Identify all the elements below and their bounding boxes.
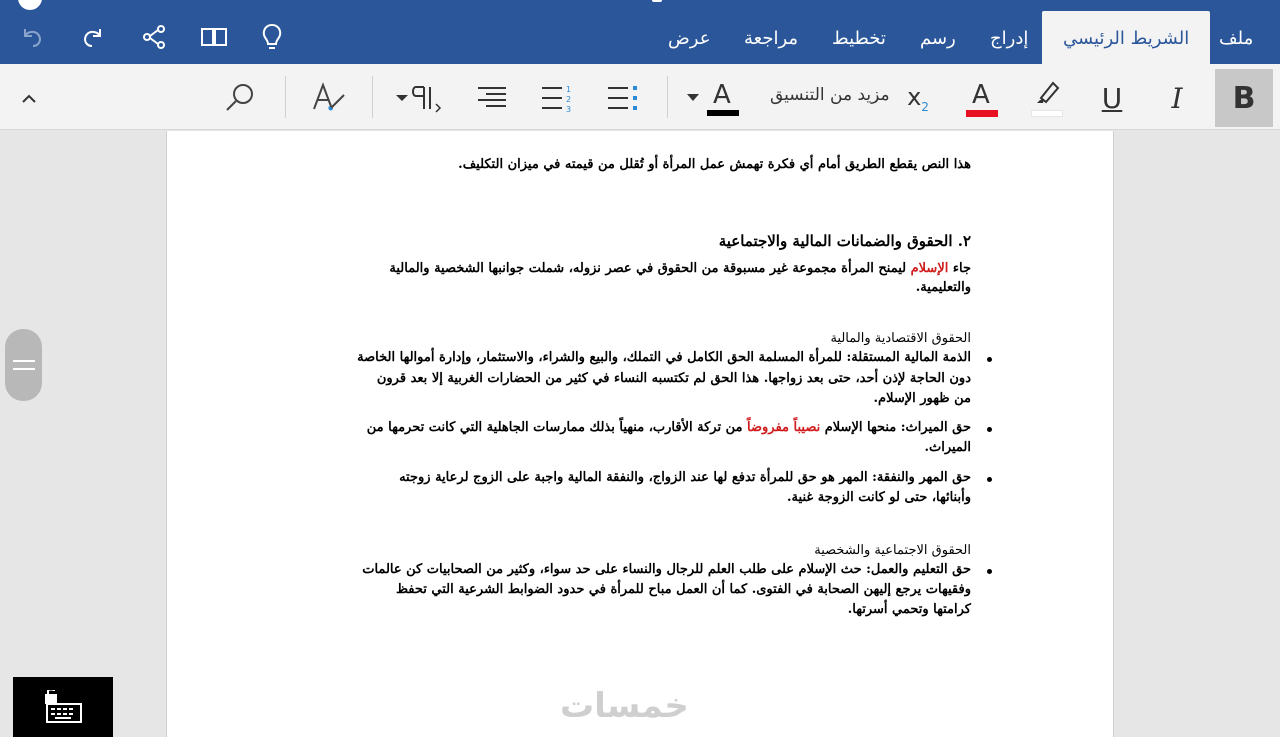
list-item-line: الميراث. [924,440,971,455]
text-style-icon: A [707,78,741,118]
keyboard-toggle-button[interactable] [13,677,113,737]
align-right-icon [476,85,508,111]
window-control [18,0,42,10]
font-color-button[interactable] [962,70,1002,126]
italic-button[interactable] [1157,70,1197,126]
body-line: هذا النص يقطع الطريق أمام أي فكرة تهمش عمل المرأة أو تُقلل من قيمته في ميزان التكليف. [458,157,971,172]
more-formatting-button[interactable]: مزيد من التنسيق [770,85,890,105]
bullet-marker [987,427,992,432]
bullets-button[interactable] [605,70,641,126]
tab-file[interactable]: ملف [1219,28,1254,49]
style-color-bar [707,110,739,116]
bullet-list-icon [606,84,640,112]
undo-icon[interactable] [17,22,47,52]
highlight-button[interactable] [1027,70,1067,126]
bold-button[interactable] [1215,69,1273,127]
bullet-marker [987,357,992,362]
svg-text:2: 2 [566,95,572,104]
list-item-line: دون الحاجة لإذن أحد، حتى بعد زواجها. هذا الحق لم تكتسبه النساء في كثير من الحضارات الغربية إلا بعد قرون [376,371,971,386]
chevron-down-icon [687,94,699,102]
divider [667,76,668,118]
collapse-ribbon-button[interactable] [15,70,43,126]
tab-view[interactable]: عرض [668,28,711,49]
list-item-line: حق التعليم والعمل: حث الإسلام على طلب العلم للرجال والنساء على حد سواء، وكثير من الصحابيات كن عالمات [362,562,971,577]
highlight-bar [1031,110,1063,117]
search-icon [223,81,257,115]
paragraph-line: والتعليمية. [915,280,971,295]
list-item-line: وأبنائها، حتى لو كانت الزوجة غنية. [787,490,971,505]
underline-button[interactable] [1092,70,1132,126]
style-dropdown-button[interactable] [686,70,742,126]
svg-text:3: 3 [566,105,572,112]
keyboard-unlock-icon [43,690,83,724]
share-icon[interactable] [139,22,169,52]
list-item-line: وفقيهات يرجع إليهن الصحابة في الفتوى. كما أن العمل مباح للمرأة في حدود الضوابط الشرعية التي تحفظ [395,582,971,597]
tab-draw[interactable]: رسم [920,28,956,49]
bullet-marker [987,477,992,482]
list-item-line: حق الميراث: منحها الإسلام نصيباً مفروضاً من تركة الأقارب، منهياً بذلك ممارسات الجاهلية التي كانت تحرمها من [366,420,971,435]
styles-brush-icon [311,82,347,114]
bold-icon: B [1232,80,1256,116]
document-page[interactable] [166,131,1114,737]
bullet-marker [987,569,992,574]
numbering-button[interactable] [539,70,575,126]
tab-insert[interactable]: إدراج [990,28,1029,49]
divider [285,76,286,118]
italic-icon: I [1171,81,1183,115]
font-color-bar [966,110,998,117]
reading-mode-icon[interactable] [199,22,229,52]
subscript-icon: $x_2$ [907,82,929,114]
subheading: الحقوق الاجتماعية والشخصية [814,543,971,558]
lightbulb-icon[interactable] [257,22,287,52]
numbered-list-icon [540,84,574,112]
ribbon-tab-bar [0,0,1280,64]
scroll-handle[interactable] [5,329,42,401]
subheading: الحقوق الاقتصادية والمالية [830,331,971,346]
chevron-up-icon [21,92,37,104]
divider [372,76,373,118]
tab-review[interactable]: مراجعة [744,28,799,49]
svg-text:1: 1 [566,85,572,94]
title-fragment [652,0,662,2]
font-color-icon: A [965,78,999,118]
watermark-logo: خمسات [560,686,689,726]
paragraph-line: جاء الإسلام ليمنح المرأة مجموعة غير مسبوقة من الحقوق في عصر نزوله، شملت جوانبها الشخصية والمالية [389,261,971,276]
subscript-button[interactable] [898,70,938,126]
paragraph-direction-button[interactable] [390,70,444,126]
align-right-button[interactable] [474,70,510,126]
tab-home[interactable]: الشريط الرئيسي [1042,11,1210,64]
tab-layout[interactable]: تخطيط [832,28,886,49]
styles-button[interactable] [308,70,350,126]
list-item-line: من ظهور الإسلام. [873,391,971,406]
highlighter-icon [1030,78,1064,118]
list-item-line: الذمة المالية المستقلة: للمرأة المسلمة الحق الكامل في التملك، والبيع والشراء، والاستثمار، وإدارة أموالها الخاصة [357,350,971,365]
underline-icon: U [1101,81,1123,115]
paragraph-rtl-icon [392,83,442,113]
list-item-line: كرامتها وتحمي أسرتها. [847,602,971,617]
section-heading: ٢. الحقوق والضمانات المالية والاجتماعية [718,232,971,250]
document-canvas [0,131,1280,737]
list-item-line: حق المهر والنفقة: المهر هو حق للمرأة تدفع لها عند الزواج، والنفقة المالية واجبة على الزوج لرعاية زوجته [399,470,971,485]
find-button[interactable] [220,70,260,126]
command-ribbon [0,64,1280,130]
redo-icon[interactable] [78,22,108,52]
